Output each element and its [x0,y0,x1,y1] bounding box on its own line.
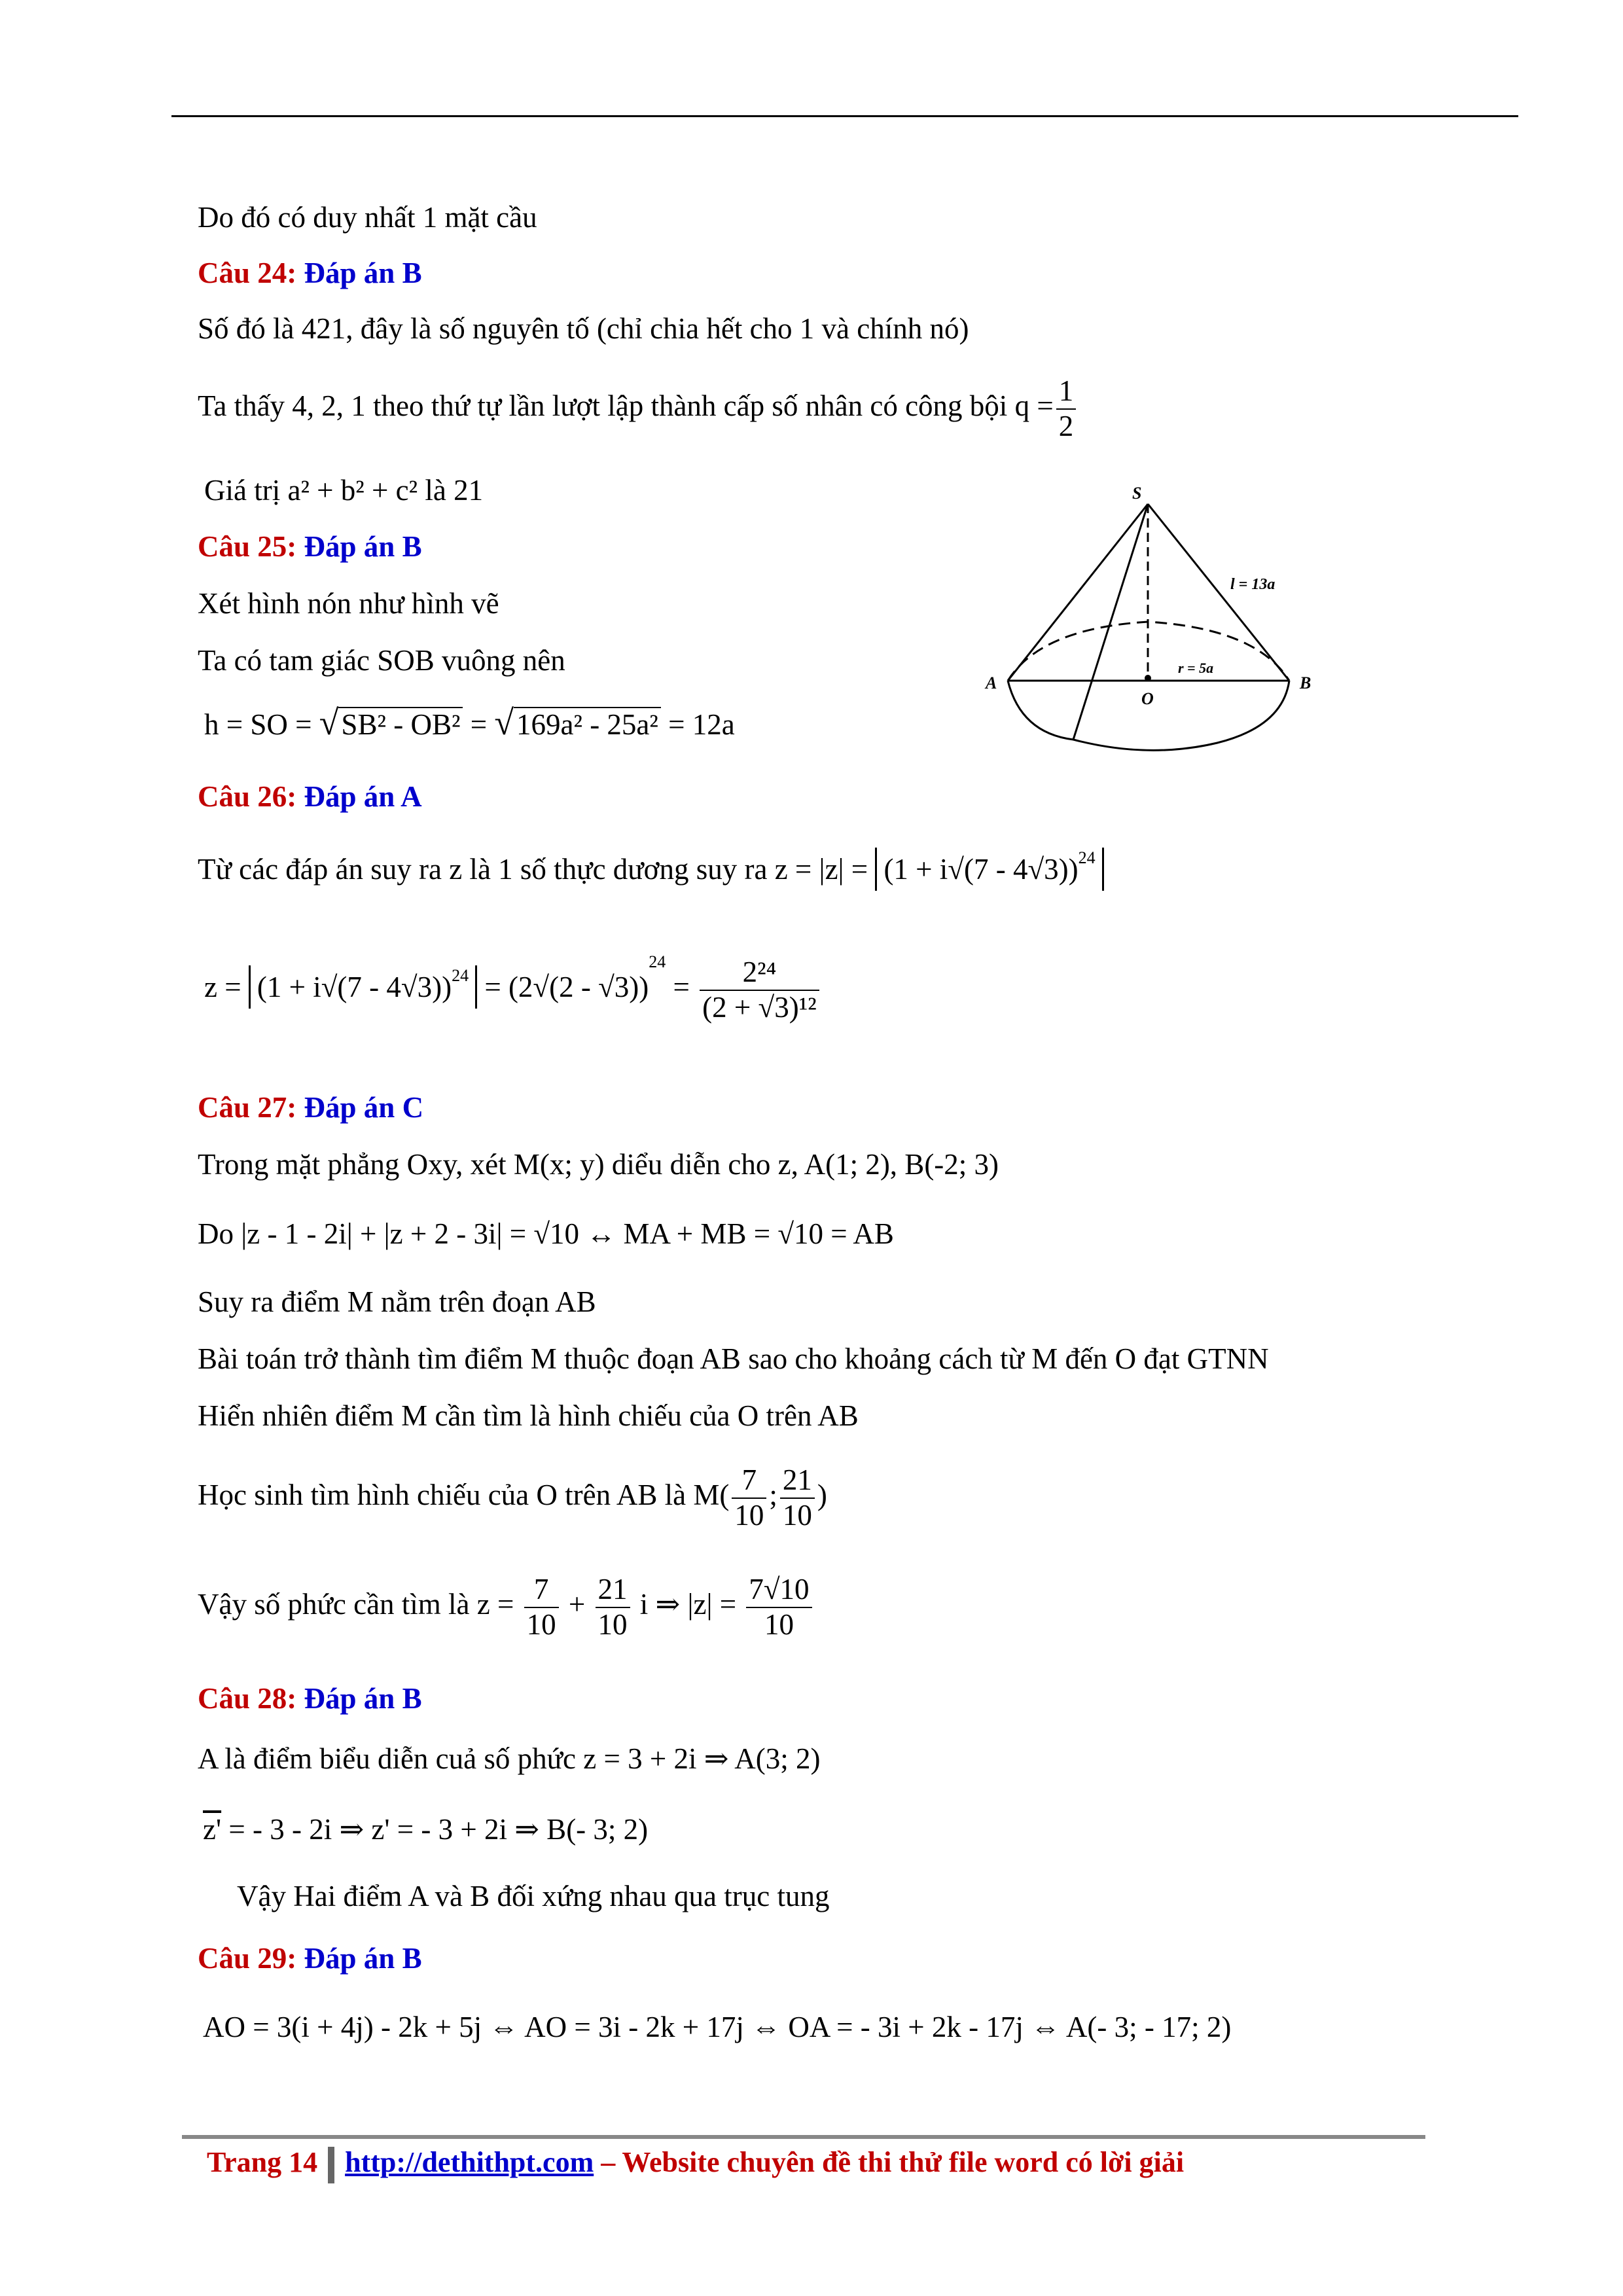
footer-link[interactable]: http://dethithpt.com [345,2146,594,2178]
text-line: Số đó là 421, đây là số nguyên tố (chỉ chia hết cho 1 và chính nó) [198,312,969,345]
cone-edge-sa [1008,504,1148,681]
label-r: r = 5a [1178,660,1214,676]
question-heading-28: Câu 28: Đáp án B [198,1682,422,1715]
question-heading-25: Câu 25: Đáp án B [198,530,422,563]
center-point [1145,675,1151,681]
text-line: Vậy Hai điểm A và B đối xứng nhau qua trục tung [237,1880,830,1912]
fraction: $\frac{1}{2}$ [1056,374,1077,444]
label-b: B [1300,673,1311,692]
label-l: l = 13a [1230,576,1275,593]
math-line: A là điểm biểu diễn cuả số phức z = 3 + 2i ⇒ A(3; 2) [198,1742,821,1775]
math-expr: q = [1014,389,1054,423]
header-rule [171,115,1518,117]
text-line: Xét hình nón như hình vẽ [198,587,499,620]
math-line: Vậy số phức cần tìm là z = $\frac{7}{10}$ + $\frac{21}{10}$ i ⇒ |z| = $\frac{7√10}{10}$ [198,1573,815,1642]
footer-tagline: – Website chuyên đề thi thử file word có lời giải [601,2146,1185,2178]
question-heading-26: Câu 26: Đáp án A [198,780,422,813]
text-line: Bài toán trở thành tìm điểm M thuộc đoạn AB sao cho khoảng cách từ M đến O đạt GTNN [198,1342,1269,1375]
text-line: Trong mặt phẳng Oxy, xét M(x; y) diểu diễn cho z, A(1; 2), B(-2; 3) [198,1148,999,1181]
text-line: Ta thấy 4, 2, 1 theo thứ tự lần lượt lập thành cấp số nhân có công bội q = $\frac{1}{2}$ [198,374,1079,444]
text-line: Suy ra điểm M nằm trên đoạn AB [198,1285,596,1318]
text-line: Ta có tam giác SOB vuông nên [198,644,565,677]
question-heading-29: Câu 29: Đáp án B [198,1942,422,1975]
page-number: Trang 14 [207,2146,318,2178]
cone-figure [982,484,1348,772]
math-line: AO = 3(i + 4j) - 2k + 5j ⇔ AO = 3i - 2k + 17j ⇔ OA = - 3i + 2k - 17j ⇔ A(- 3; - 17; 2) [203,2011,1232,2043]
label-a: A [986,673,997,692]
math-line: h = SO = √SB² - OB² = √169a² - 25a² = 12a [204,703,735,742]
text-line: Giá trị a² + b² + c² là 21 [204,474,484,507]
footer-separator [328,2147,334,2183]
footer [207,2145,1184,2183]
text-line: Hiển nhiên điểm M cần tìm là hình chiếu của O trên AB [198,1399,859,1432]
math-line: Từ các đáp án suy ra z là 1 số thực dương suy ra $z = |z| = (1 + i√(7 - 4√3))^{24}$ [198,848,1104,891]
math-line: Học sinh tìm hình chiếu của O trên AB là M( $\frac{7}{10}$ ; $\frac{21}{10}$ ) [198,1463,827,1532]
footer-rule [182,2135,1425,2139]
label-o: O [1141,689,1154,708]
math-line: z' = - 3 - 2i ⇒ z' = - 3 + 2i ⇒ B(- 3; 2) [203,1813,649,1846]
math-line: $z = (1 + i√(7 - 4√3))^{24} = (2√(2 - √3))^{24}$ = $\frac{\text{2²⁴}}{\text{(2 + √3)¹²}}$ [204,956,822,1025]
question-heading-24: Câu 24: Đáp án B [198,257,422,289]
label-s: S [1132,484,1142,503]
math-line: Do |z - 1 - 2i| + |z + 2 - 3i| = √10 ↔ MA + MB = √10 = AB [198,1217,894,1250]
text-line: Do đó có duy nhất 1 mặt cầu [198,201,537,234]
question-heading-27: Câu 27: Đáp án C [198,1091,424,1124]
